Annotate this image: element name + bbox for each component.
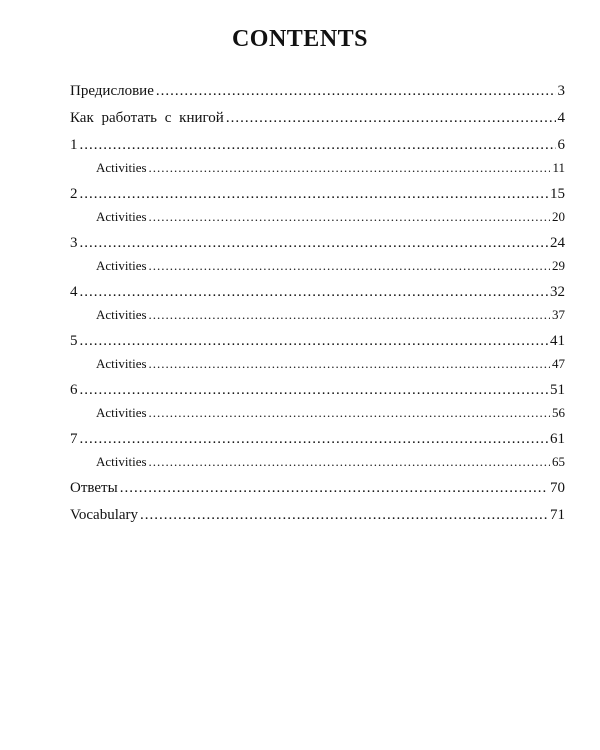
dot-leader: [226, 107, 556, 130]
toc-page-number: 65: [552, 454, 565, 469]
toc-page-number: 47: [552, 356, 565, 371]
toc-page-number: 32: [550, 284, 565, 300]
toc-entry-vocabulary[interactable]: [70, 504, 565, 527]
toc-entry-chapter-5-activities[interactable]: [70, 353, 565, 374]
toc-entry-chapter-2[interactable]: [70, 183, 565, 206]
toc-entry-chapter-3-activities[interactable]: [70, 255, 565, 276]
toc-page-number: 3: [557, 83, 565, 99]
dot-leader: [80, 428, 549, 451]
dot-leader: [149, 304, 550, 325]
toc-page-number: 20: [552, 209, 565, 224]
toc-entry-label: 4: [70, 284, 78, 300]
dot-leader: [149, 206, 550, 227]
toc-entry-preface[interactable]: [70, 80, 565, 103]
dot-leader: [140, 504, 548, 527]
dot-leader: [80, 379, 549, 402]
toc-entry-label: Activities: [96, 454, 147, 469]
dot-leader: [149, 353, 550, 374]
toc-entry-label: Activities: [96, 405, 147, 420]
toc-entry-chapter-4[interactable]: [70, 281, 565, 304]
toc-entry-label: Activities: [96, 258, 147, 273]
dot-leader: [149, 157, 551, 178]
toc-page-number: 4: [557, 110, 565, 126]
toc-page-number: 70: [550, 480, 565, 496]
toc-page-number: 11: [552, 160, 565, 175]
dot-leader: [149, 255, 550, 276]
toc-entry-how-to-use[interactable]: [70, 107, 565, 130]
toc-entry-chapter-4-activities[interactable]: [70, 304, 565, 325]
toc-entry-chapter-7-activities[interactable]: [70, 451, 565, 472]
toc-entry-label: 5: [70, 333, 78, 349]
dot-leader: [80, 134, 556, 157]
toc-entry-label: Предисловие: [70, 83, 154, 99]
toc-entry-label: Как работать с книгой: [70, 110, 224, 126]
toc-entry-chapter-6-activities[interactable]: [70, 402, 565, 423]
toc-entry-label: Activities: [96, 307, 147, 322]
toc-page-number: 71: [550, 507, 565, 523]
toc-entry-answers[interactable]: [70, 477, 565, 500]
toc-page-number: 6: [557, 137, 565, 153]
toc-entry-label: 2: [70, 186, 78, 202]
toc-entry-label: Vocabulary: [70, 507, 139, 523]
toc-entry-chapter-1[interactable]: [70, 134, 565, 157]
toc-entry-chapter-1-activities[interactable]: [70, 157, 565, 178]
dot-leader: [80, 232, 549, 255]
toc-page-number: 61: [550, 431, 565, 447]
toc-entry-chapter-2-activities[interactable]: [70, 206, 565, 227]
toc-entry-label: 3: [70, 235, 78, 251]
toc-page-number: 15: [550, 186, 565, 202]
toc-page-number: 41: [550, 333, 565, 349]
toc-page-number: 51: [550, 382, 565, 398]
toc-entry-chapter-3[interactable]: [70, 232, 565, 255]
dot-leader: [80, 183, 549, 206]
dot-leader: [120, 477, 548, 500]
toc-page-number: 56: [552, 405, 565, 420]
toc-entry-label: Activities: [96, 356, 147, 371]
toc-entry-label: 7: [70, 431, 78, 447]
toc-entry-label: Activities: [96, 209, 147, 224]
toc-entry-label: 6: [70, 382, 78, 398]
toc-entry-label: 1: [70, 137, 78, 153]
dot-leader: [149, 402, 550, 423]
toc-page-number: 37: [552, 307, 565, 322]
toc-entry-chapter-6[interactable]: [70, 379, 565, 402]
dot-leader: [80, 281, 549, 304]
toc-entry-chapter-5[interactable]: [70, 330, 565, 353]
toc-page-number: 24: [550, 235, 565, 251]
toc-page-number: 29: [552, 258, 565, 273]
toc-entry-label: Activities: [96, 160, 147, 175]
dot-leader: [80, 330, 549, 353]
toc-entry-chapter-7[interactable]: [70, 428, 565, 451]
table-of-contents: [70, 80, 565, 527]
dot-leader: [149, 451, 550, 472]
page-title: CONTENTS: [231, 26, 369, 52]
dot-leader: [156, 80, 556, 103]
toc-entry-label: Ответы: [70, 480, 118, 496]
